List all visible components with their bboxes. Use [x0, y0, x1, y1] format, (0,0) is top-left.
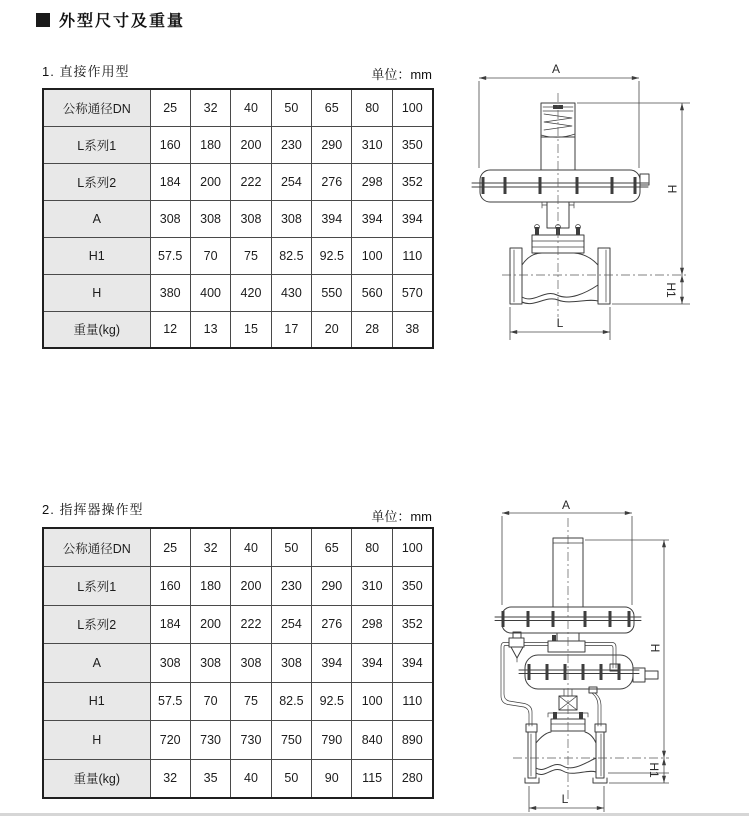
- row-label-cell: 重量(kg): [43, 311, 150, 348]
- dim-h-label: H: [665, 184, 679, 194]
- value-cell: 80: [352, 528, 392, 567]
- value-cell: 200: [190, 163, 230, 200]
- direct-acting-valve-drawing: [450, 55, 745, 355]
- row-label-cell: H1: [43, 682, 150, 721]
- value-cell: 50: [271, 528, 311, 567]
- dimension-h1: [612, 275, 690, 304]
- valve-body: [525, 724, 607, 783]
- value-cell: 12: [150, 311, 190, 348]
- value-cell: 15: [231, 311, 271, 348]
- pilot-diaphragm: [519, 655, 658, 689]
- dimension-l: [510, 307, 610, 340]
- filter-regulator: [509, 632, 548, 662]
- value-cell: 290: [312, 126, 352, 163]
- value-cell: 115: [352, 759, 392, 798]
- value-cell: 222: [231, 163, 271, 200]
- value-cell: 80: [352, 89, 392, 126]
- value-cell: 70: [190, 682, 230, 721]
- value-cell: 310: [352, 126, 392, 163]
- value-cell: 17: [271, 311, 311, 348]
- value-cell: 65: [312, 528, 352, 567]
- pilot-mount-block: [548, 633, 585, 652]
- page-title-text: 外型尺寸及重量: [59, 13, 186, 30]
- value-cell: 57.5: [150, 682, 190, 721]
- section-1-label: 1. 直接作用型: [42, 64, 130, 79]
- table-row: [43, 274, 433, 311]
- value-cell: 308: [231, 644, 271, 683]
- value-cell: 20: [312, 311, 352, 348]
- value-cell: 160: [150, 126, 190, 163]
- value-cell: 100: [392, 89, 432, 126]
- value-cell: 230: [271, 567, 311, 606]
- value-cell: 25: [150, 528, 190, 567]
- row-label-cell: H1: [43, 237, 150, 274]
- value-cell: 298: [352, 163, 392, 200]
- value-cell: 35: [190, 759, 230, 798]
- value-cell: 394: [392, 200, 432, 237]
- dim-a-label: A: [551, 62, 561, 76]
- value-cell: 394: [392, 644, 432, 683]
- value-cell: 276: [312, 163, 352, 200]
- value-cell: 40: [231, 89, 271, 126]
- row-label-cell: L系列1: [43, 567, 150, 606]
- value-cell: 308: [271, 644, 311, 683]
- pilot-operated-valve-drawing: [445, 500, 745, 818]
- value-cell: 184: [150, 605, 190, 644]
- value-cell: 90: [312, 759, 352, 798]
- value-cell: 308: [190, 200, 230, 237]
- value-cell: 184: [150, 163, 190, 200]
- dim-l-label: L: [556, 316, 564, 330]
- value-cell: 280: [392, 759, 432, 798]
- value-cell: 350: [392, 567, 432, 606]
- value-cell: 400: [190, 274, 230, 311]
- value-cell: 308: [190, 644, 230, 683]
- row-label-cell: 公称通径DN: [43, 528, 150, 567]
- value-cell: 310: [352, 567, 392, 606]
- value-cell: 720: [150, 721, 190, 760]
- value-cell: 790: [312, 721, 352, 760]
- diaphragm-actuator: [472, 170, 649, 202]
- dim-h-label: H: [648, 643, 662, 653]
- dimension-h1: [608, 758, 669, 783]
- row-label-cell: A: [43, 644, 150, 683]
- table-row: [43, 311, 433, 348]
- dimension-a: [502, 500, 632, 605]
- value-cell: 32: [190, 89, 230, 126]
- valve-body: [510, 248, 610, 304]
- black-square-bullet-icon: [36, 13, 50, 27]
- row-label-cell: L系列2: [43, 163, 150, 200]
- value-cell: 840: [352, 721, 392, 760]
- value-cell: 200: [231, 567, 271, 606]
- value-cell: 92.5: [312, 237, 352, 274]
- table-header-row: [43, 89, 433, 126]
- value-cell: 394: [352, 644, 392, 683]
- dim-l-label: L: [561, 792, 569, 806]
- table-row: [43, 605, 433, 644]
- value-cell: 82.5: [271, 237, 311, 274]
- value-cell: 308: [150, 200, 190, 237]
- table-row: [43, 682, 433, 721]
- value-cell: 290: [312, 567, 352, 606]
- value-cell: 200: [190, 605, 230, 644]
- dimension-l: [529, 786, 604, 812]
- value-cell: 50: [271, 759, 311, 798]
- table-row: [43, 126, 433, 163]
- value-cell: 100: [392, 528, 432, 567]
- row-label-cell: H: [43, 274, 150, 311]
- table-row: [43, 163, 433, 200]
- value-cell: 40: [231, 528, 271, 567]
- value-cell: 110: [392, 237, 432, 274]
- table-row: [43, 237, 433, 274]
- value-cell: 40: [231, 759, 271, 798]
- value-cell: 230: [271, 126, 311, 163]
- value-cell: 32: [190, 528, 230, 567]
- value-cell: 38: [392, 311, 432, 348]
- value-cell: 200: [231, 126, 271, 163]
- value-cell: 100: [352, 237, 392, 274]
- dim-h1-label: H1: [647, 762, 661, 778]
- direct-acting-dimension-table: [42, 88, 434, 349]
- value-cell: 308: [231, 200, 271, 237]
- value-cell: 308: [150, 644, 190, 683]
- table-row: [43, 644, 433, 683]
- dimension-h: [585, 540, 669, 758]
- value-cell: 730: [190, 721, 230, 760]
- value-cell: 180: [190, 567, 230, 606]
- section-2-unit-label: 单位：mm: [371, 509, 432, 524]
- value-cell: 750: [271, 721, 311, 760]
- page-title: [36, 8, 185, 31]
- value-cell: 70: [190, 237, 230, 274]
- value-cell: 308: [271, 200, 311, 237]
- value-cell: 350: [392, 126, 432, 163]
- value-cell: 394: [352, 200, 392, 237]
- value-cell: 25: [150, 89, 190, 126]
- value-cell: 75: [231, 237, 271, 274]
- value-cell: 730: [231, 721, 271, 760]
- value-cell: 92.5: [312, 682, 352, 721]
- value-cell: 380: [150, 274, 190, 311]
- pilot-operated-dimension-table: [42, 527, 434, 799]
- section-2-label: 2. 指挥器操作型: [42, 502, 144, 517]
- value-cell: 352: [392, 163, 432, 200]
- right-lower-pipe: [589, 687, 601, 726]
- value-cell: 254: [271, 163, 311, 200]
- table-row: [43, 567, 433, 606]
- value-cell: 100: [352, 682, 392, 721]
- value-cell: 110: [392, 682, 432, 721]
- value-cell: 82.5: [271, 682, 311, 721]
- section-1-unit-label: 单位：mm: [371, 67, 432, 82]
- table-header-row: [43, 528, 433, 567]
- table-row: [43, 200, 433, 237]
- value-cell: 352: [392, 605, 432, 644]
- value-cell: 160: [150, 567, 190, 606]
- value-cell: 298: [352, 605, 392, 644]
- value-cell: 32: [150, 759, 190, 798]
- value-cell: 420: [231, 274, 271, 311]
- value-cell: 560: [352, 274, 392, 311]
- row-label-cell: A: [43, 200, 150, 237]
- dim-a-label: A: [561, 500, 571, 512]
- value-cell: 254: [271, 605, 311, 644]
- value-cell: 57.5: [150, 237, 190, 274]
- value-cell: 276: [312, 605, 352, 644]
- row-label-cell: L系列2: [43, 605, 150, 644]
- dim-h1-label: H1: [664, 282, 678, 298]
- value-cell: 13: [190, 311, 230, 348]
- pilot-outlet-nipple: [645, 671, 658, 679]
- value-cell: 394: [312, 644, 352, 683]
- value-cell: 65: [312, 89, 352, 126]
- row-label-cell: H: [43, 721, 150, 760]
- row-label-cell: 重量(kg): [43, 759, 150, 798]
- value-cell: 430: [271, 274, 311, 311]
- value-cell: 180: [190, 126, 230, 163]
- value-cell: 222: [231, 605, 271, 644]
- value-cell: 50: [271, 89, 311, 126]
- value-cell: 394: [312, 200, 352, 237]
- table-row: [43, 759, 433, 798]
- value-cell: 28: [352, 311, 392, 348]
- value-cell: 570: [392, 274, 432, 311]
- table-row: [43, 721, 433, 760]
- value-cell: 550: [312, 274, 352, 311]
- row-label-cell: L系列1: [43, 126, 150, 163]
- page-bottom-rule: [0, 813, 749, 816]
- dimension-a: [479, 62, 639, 168]
- row-label-cell: 公称通径DN: [43, 89, 150, 126]
- value-cell: 75: [231, 682, 271, 721]
- value-cell: 890: [392, 721, 432, 760]
